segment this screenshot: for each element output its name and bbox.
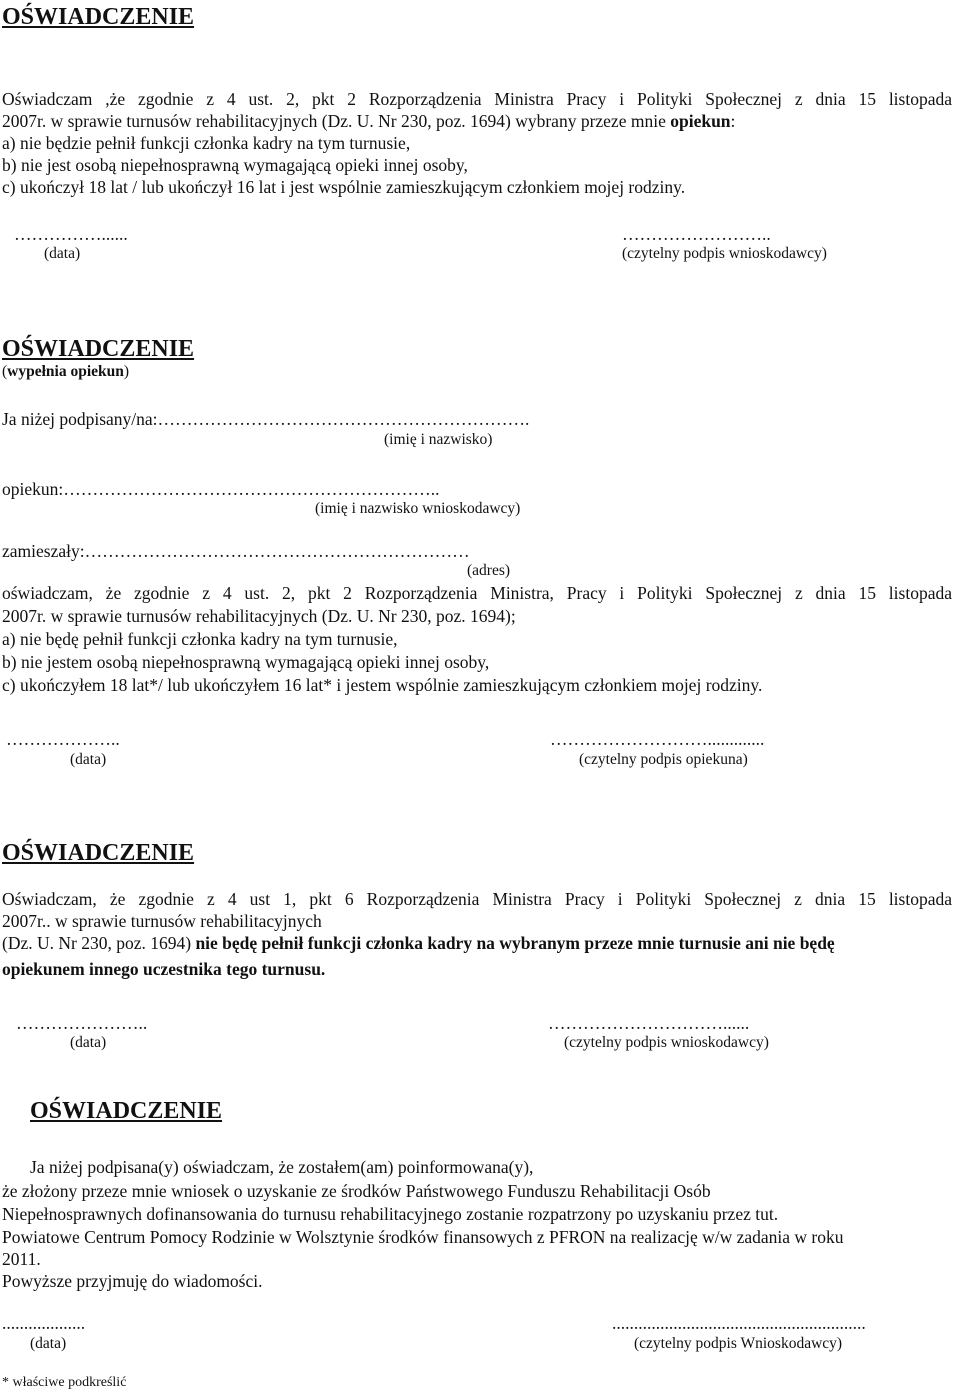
- section3-line4: opiekunem innego uczestnika tego turnusu.: [2, 959, 326, 979]
- section1-date-label: (data): [44, 245, 81, 262]
- section1-line2: [2, 110, 735, 132]
- section3-sign-dots: …………………………......: [548, 1013, 750, 1033]
- section4-sign-dots: ..........................................................: [612, 1313, 866, 1333]
- section1-item-b: b) nie jest osobą niepełnosprawną wymagającą opieki innej osoby,: [2, 155, 468, 175]
- section2-address-line: zamieszały:…………………………………………………………: [2, 541, 470, 561]
- section2-sign-dots: ……………………….............: [550, 729, 765, 749]
- section4-sign-label: (czytelny podpis Wnioskodawcy): [634, 1335, 843, 1352]
- section4-line3: Niepełnosprawnych dofinansowania do turnusu rehabilitacyjnego zostanie rozpatrzony po uzyskaniu przez tut.: [2, 1204, 779, 1224]
- section3-date-label: (data): [70, 1034, 107, 1051]
- section2-subtitle-text: wypełnia opiekun: [7, 363, 124, 380]
- section3-line3-bold: nie będę pełnił funkcji członka kadry na wybranym przeze mnie turnusie ani nie będę: [195, 933, 835, 953]
- section2-subtitle-open: (: [2, 363, 8, 380]
- section2-guardian-label: (imię i nazwisko wnioskodawcy): [315, 500, 521, 517]
- section3-line3-ref: (Dz. U. Nr 230, poz. 1694): [2, 933, 196, 953]
- section1-sign-dots: ……………………..: [622, 224, 771, 244]
- section4-line2: że złożony przeze mnie wniosek o uzyskanie ze środków Państwowego Funduszu Rehabilitacji Osób: [2, 1181, 711, 1201]
- section2-item-c: c) ukończyłem 18 lat*/ lub ukończyłem 16 lat* i jestem wspólnie zamieszkującym członkiem mojej rodziny.: [2, 675, 763, 695]
- section1-date-dots: ……………......: [14, 224, 128, 244]
- section2-name-label: (imię i nazwisko): [384, 431, 493, 448]
- section2-line2: 2007r. w sprawie turnusów rehabilitacyjnych (Dz. U. Nr 230, poz. 1694);: [2, 606, 516, 626]
- section1-heading: OŚWIADCZENIE: [2, 4, 195, 30]
- section1-line2-bold: opiekun: [670, 111, 731, 131]
- section2-item-a: a) nie będę pełnił funkcji członka kadry na tym turnusie,: [2, 629, 398, 649]
- section1-line1: Oświadczam ,że zgodnie z 4 ust. 2, pkt 2 Rozporządzenia Ministra Pracy i Polityki Społecznej z dnia 15 listopada: [2, 89, 952, 109]
- section2-item-b: b) nie jestem osobą niepełnosprawną wymagającą opieki innej osoby,: [2, 652, 490, 672]
- section2-name-line: Ja niżej podpisany/na:……………………………………………………….: [2, 409, 530, 429]
- section3-line3: [2, 932, 835, 954]
- section4-line4: Powiatowe Centrum Pomocy Rodzinie w Wolsztynie środków finansowych z PFRON na realizację w/w zadania w roku: [2, 1227, 844, 1247]
- section2-line1: oświadczam, że zgodnie z 4 ust. 2, pkt 2 Rozporządzenia Ministra, Pracy i Polityki Społecznej z dnia 15 listopada: [2, 583, 952, 603]
- section2-guardian-line: opiekun:………………………………………………………..: [2, 479, 440, 499]
- section4-line6: Powyższe przyjmuję do wiadomości.: [2, 1271, 263, 1291]
- section3-date-dots: …………………..: [16, 1013, 148, 1033]
- section2-sign-label: (czytelny podpis opiekuna): [579, 751, 748, 768]
- section2-subtitle-close: ): [123, 363, 130, 380]
- section1-line2-colon: :: [730, 111, 736, 131]
- section1-line2-text: 2007r. w sprawie turnusów rehabilitacyjnych (Dz. U. Nr 230, poz. 1694) wybrany przeze mnie: [2, 111, 671, 131]
- section2-heading: OŚWIADCZENIE: [2, 336, 195, 362]
- section1-item-c: c) ukończył 18 lat / lub ukończył 16 lat i jest wspólnie zamieszkującym członkiem mojej rodziny.: [2, 177, 686, 197]
- section3-sign-label: (czytelny podpis wnioskodawcy): [564, 1034, 769, 1051]
- section1-item-a: a) nie będzie pełnił funkcji członka kadry na tym turnusie,: [2, 133, 411, 153]
- section4-heading: OŚWIADCZENIE: [30, 1098, 223, 1124]
- footnote: * właściwe podkreślić: [2, 1375, 127, 1390]
- section3-heading: OŚWIADCZENIE: [2, 840, 195, 866]
- section2-date-label: (data): [70, 751, 107, 768]
- section4-line1: Ja niżej podpisana(y) oświadczam, że zostałem(am) poinformowana(y),: [30, 1157, 534, 1177]
- section4-date-dots: ...................: [2, 1313, 86, 1333]
- section2-address-label: (adres): [467, 562, 511, 579]
- section1-sign-label: (czytelny podpis wnioskodawcy): [622, 245, 827, 262]
- section4-date-label: (data): [30, 1335, 67, 1352]
- section4-line5: 2011.: [2, 1249, 41, 1269]
- section2-date-dots: ………………..: [6, 729, 120, 749]
- section3-line2: 2007r.. w sprawie turnusów rehabilitacyjnych: [2, 911, 322, 931]
- section3-line1: Oświadczam, że zgodnie z 4 ust 1, pkt 6 Rozporządzenia Ministra Pracy i Polityki Społecznej z dnia 15 listopada: [2, 889, 952, 909]
- section2-subtitle: [2, 362, 129, 382]
